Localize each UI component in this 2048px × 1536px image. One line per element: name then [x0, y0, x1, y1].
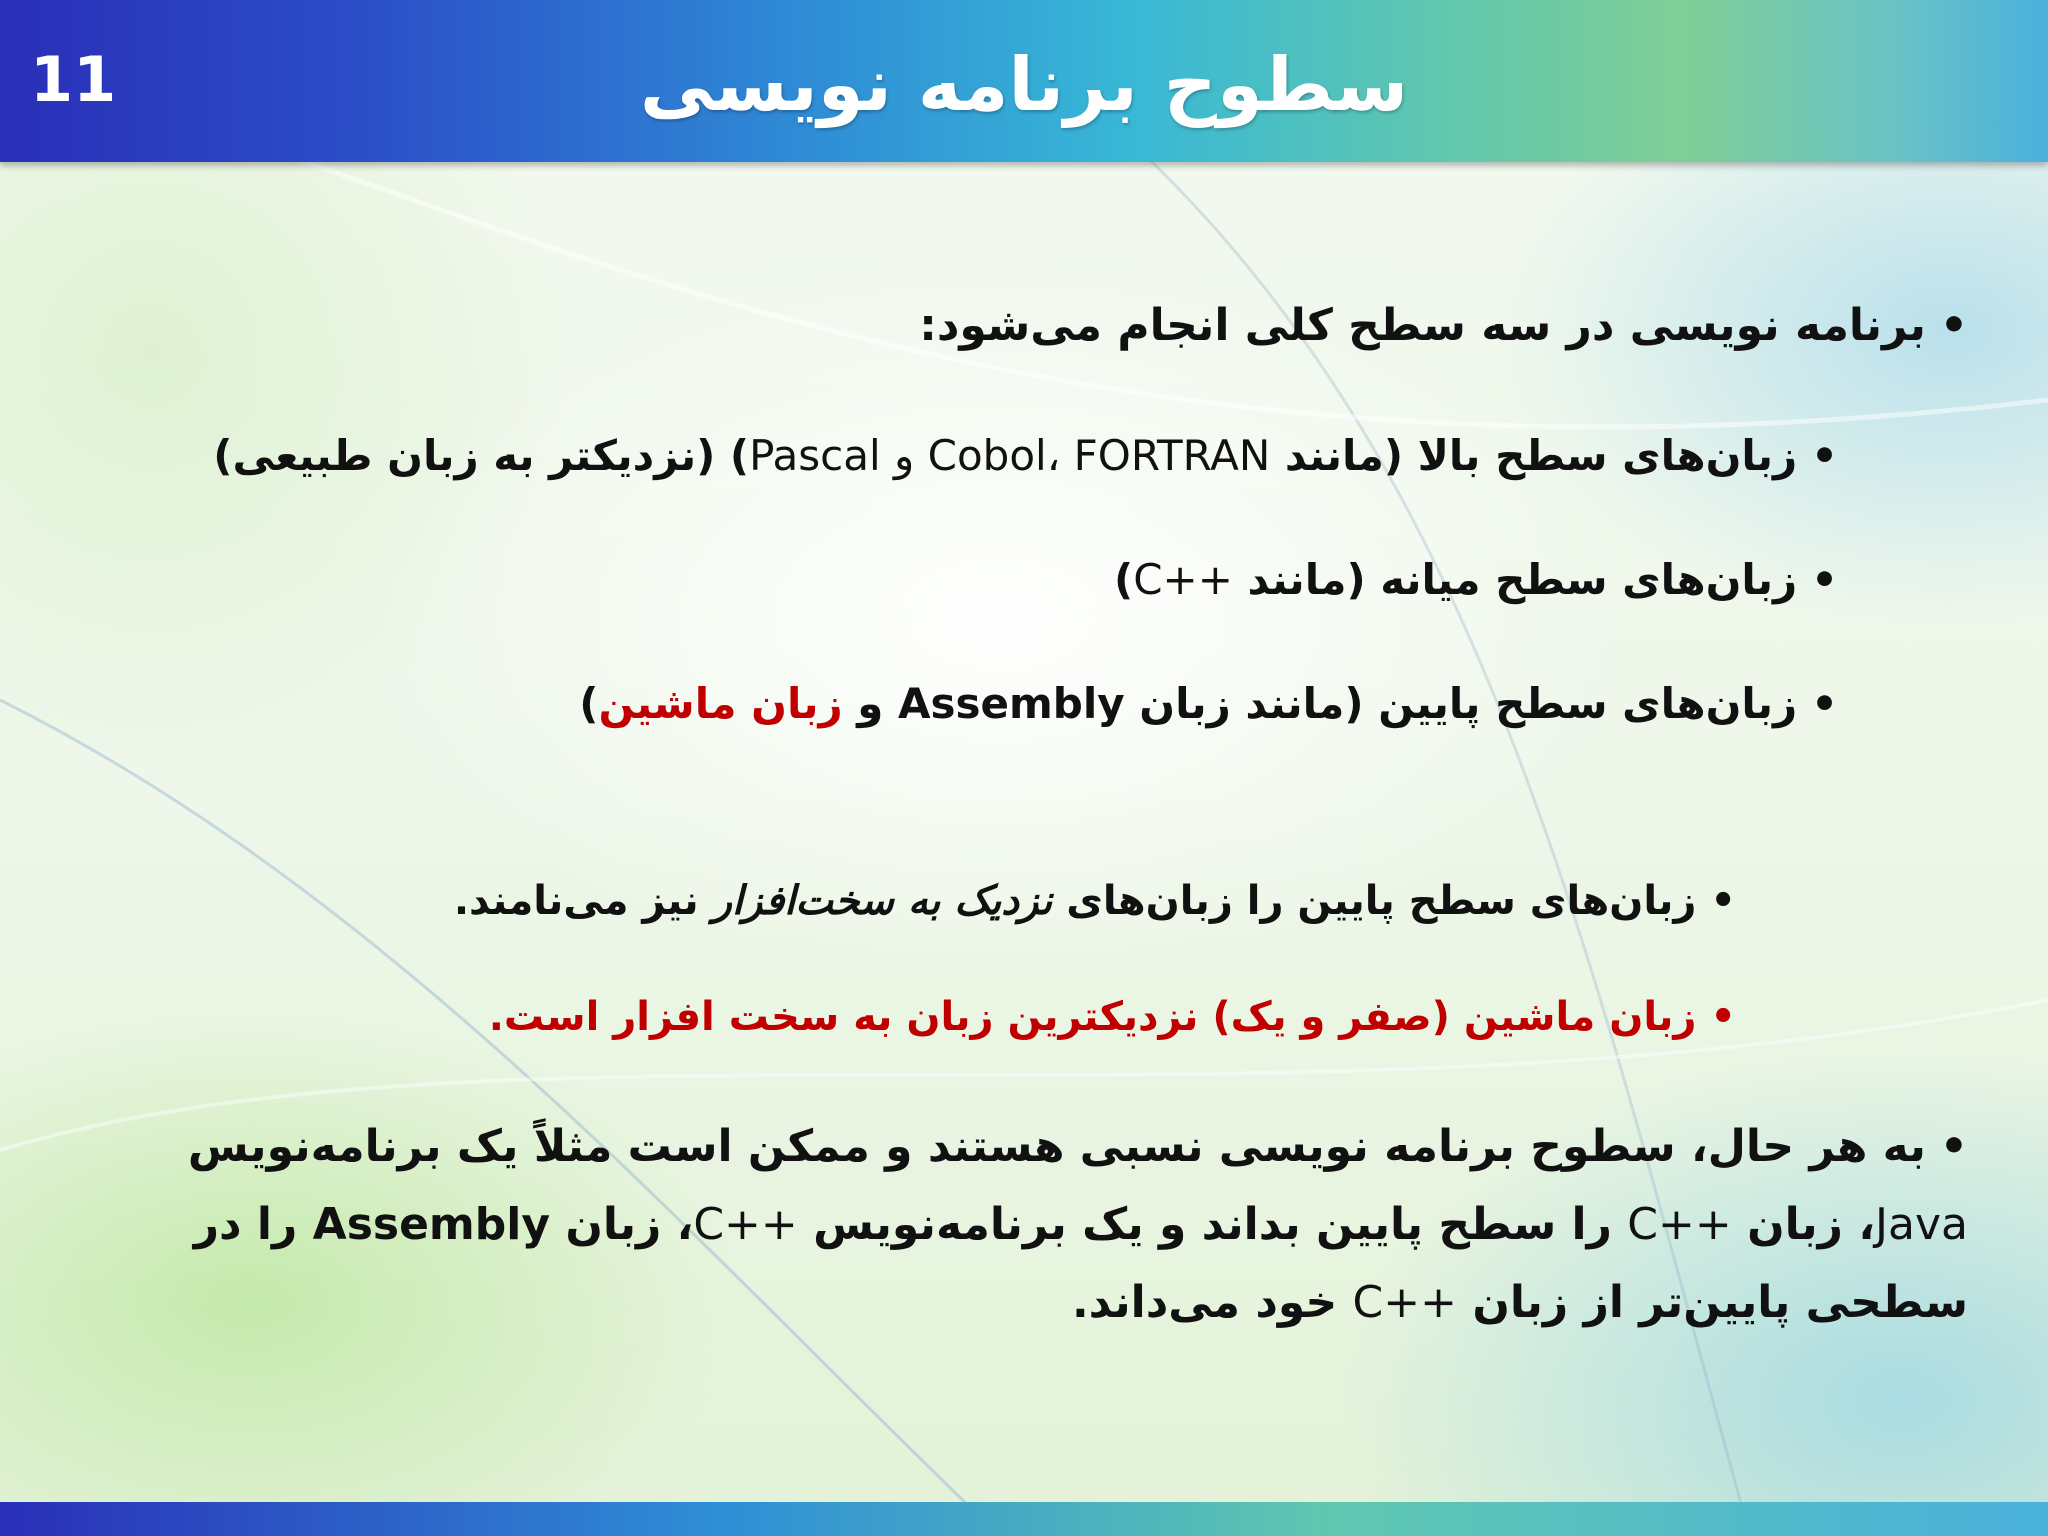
bullet-dot: •: [1939, 1121, 1968, 1172]
slide-number: 11: [30, 43, 117, 116]
bullet-text-machine-language: زبان ماشین: [598, 679, 843, 728]
bullet-levels-intro: [919, 296, 1968, 356]
bullet-text-part3: ): [579, 679, 599, 728]
para-part4: ، زبان: [550, 1199, 694, 1250]
bullet-text-italic: نزدیک به سخت‌افزار: [712, 878, 1053, 924]
bullet-relative-levels: [68, 1108, 1968, 1342]
bullet-text-part1: زبان‌های سطح پایین را زبان‌های: [1052, 878, 1697, 924]
para-assembly: Assembly: [312, 1199, 551, 1250]
bullet-text: زبان ماشین (صفر و یک) نزدیکترین زبان به سخت افزار است.: [488, 994, 1697, 1040]
bullet-machine-language: [489, 990, 1736, 1044]
bullet-text: برنامه نویسی در سه سطح کلی انجام می‌شود:: [919, 300, 1926, 351]
bullet-dot: •: [1710, 878, 1736, 924]
para-cpp3: C++: [1352, 1277, 1458, 1328]
bullet-dot: •: [1811, 431, 1838, 480]
bullet-dot: •: [1710, 994, 1736, 1040]
bullet-text-languages: Cobol، FORTRAN و Pascal: [749, 431, 1271, 480]
para-part1: به هر حال، سطوح برنامه نویسی نسبی هستند و ممکن است مثلاً یک برنامه‌نویس: [187, 1121, 1926, 1172]
bullet-mid-level: [1114, 552, 1838, 608]
bullet-dot: •: [1811, 679, 1838, 728]
bullet-low-level: [579, 676, 1838, 732]
para-part3: را سطح پایین بداند و یک برنامه‌نویس: [797, 1199, 1628, 1250]
bullet-text-part1: زبان‌های سطح پایین (مانند زبان: [1124, 679, 1798, 728]
bullet-text-part1: زبان‌های سطح بالا (مانند: [1270, 431, 1798, 480]
bullet-text-part2: ) (نزدیکتر به زبان طبیعی): [213, 431, 750, 480]
para-part5: را در سطحی پایین‌تر از زبان: [193, 1199, 1968, 1328]
bullet-close-to-hardware: [454, 874, 1736, 928]
bullet-text-assembly: Assembly: [898, 679, 1125, 728]
bottom-bar: [0, 1502, 2048, 1536]
para-part6: خود می‌داند.: [1071, 1277, 1353, 1328]
para-java: Java: [1875, 1199, 1968, 1250]
title-bar: [0, 0, 2048, 162]
bullet-text-part2: ): [1113, 555, 1134, 604]
bullet-text-part2: و: [842, 679, 899, 728]
bullet-text-part2: نیز می‌نامند.: [453, 878, 713, 924]
slide-title: سطوح برنامه نویسی: [639, 42, 1409, 128]
bullet-high-level: [213, 428, 1838, 484]
bullet-dot: •: [1939, 300, 1968, 351]
para-cpp2: C++: [693, 1199, 798, 1250]
para-part2: ، زبان: [1731, 1199, 1876, 1250]
bullet-dot: •: [1811, 555, 1838, 604]
bullet-text-cpp: C++: [1133, 555, 1233, 604]
para-cpp1: C++: [1627, 1199, 1732, 1250]
bullet-text-part1: زبان‌های سطح میانه (مانند: [1232, 555, 1798, 604]
